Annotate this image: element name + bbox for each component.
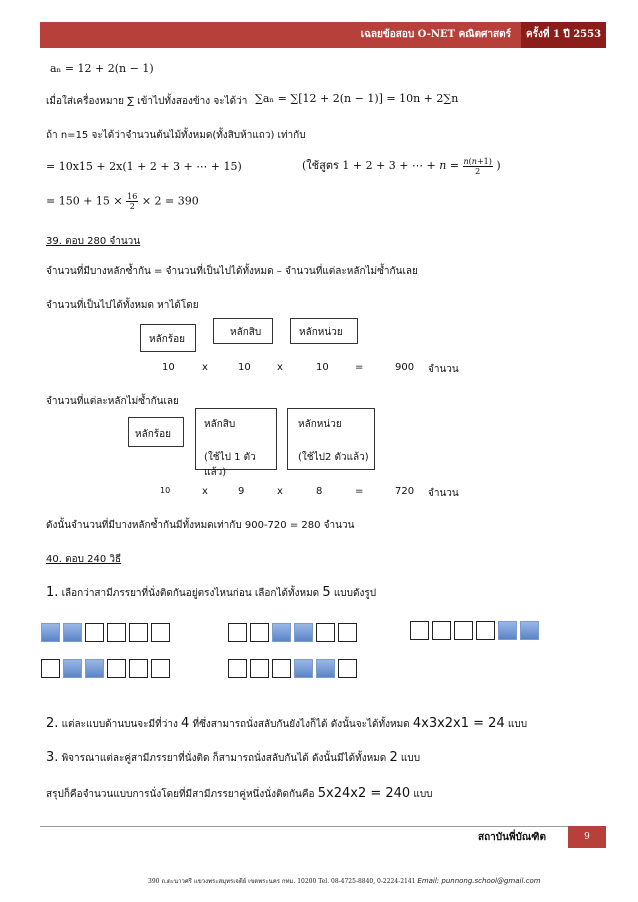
empty-seat — [151, 623, 170, 642]
couple-seat — [41, 623, 60, 642]
step1-number: 1. — [46, 585, 59, 600]
empty-seat — [338, 623, 357, 642]
n15-text: ถ้า n=15 จะได้ว่าจำนวนต้นไม้ทั้งหมด(ทั้งสิบห้าแถว) เท่ากับ — [46, 130, 306, 141]
footer-address: 390 ถ.ตะนาวศรี แขวงพระสมุทรเจดีย์ เขตพระนคร กทม. 10200 Tel. 08-4725-8840, 0-2224-2141 — [148, 878, 416, 885]
empty-seat — [228, 659, 247, 678]
row1-result: 900 — [395, 362, 415, 373]
row2-times-1: x — [202, 486, 208, 497]
row2-times-2: x — [277, 486, 283, 497]
seat-pattern-4 — [41, 659, 170, 678]
box-units-1-label: หลักหน่วย — [299, 327, 343, 338]
row1-val-tens: 10 — [238, 362, 251, 373]
footer-org: สถาบันพี่บัณฑิต — [478, 832, 546, 843]
step2-tail: แบบ — [507, 719, 528, 730]
step3-tail: แบบ — [400, 753, 421, 764]
box-units-2-note: (ใช้ไป2 ตัวแล้ว) — [298, 452, 369, 463]
row2-equals: = — [355, 486, 364, 497]
row2-val-hundreds: 10 — [160, 486, 171, 495]
box-tens-1 — [213, 318, 273, 344]
empty-seat — [454, 621, 473, 640]
calc2-part-b: × 2 = 390 — [141, 194, 199, 208]
couple-seat — [63, 623, 82, 642]
box-units-1 — [290, 318, 358, 344]
summary-tail: แบบ — [413, 789, 433, 800]
empty-seat — [228, 623, 247, 642]
q39-line1: จำนวนที่มีบางหลักซ้ำกัน = จำนวนที่เป็นไปได้ทั้งหมด – จำนวนที่แต่ละหลักไม่ซ้ำกันเลย — [46, 266, 418, 277]
q39-line3: จำนวนที่แต่ละหลักไม่ซ้ำกันเลย — [46, 396, 179, 407]
box-hundreds-2-label: หลักร้อย — [135, 429, 172, 440]
page-number: 9 — [568, 826, 606, 848]
q40-step2 — [46, 716, 527, 732]
summary-text: สรุปก็คือจำนวนแบบการนั่งโดยที่มีสามีภรรยาคู่หนึ่งนั่งติดกันคือ — [46, 789, 315, 800]
row1-equals: = — [355, 362, 364, 373]
calc2-fraction — [126, 192, 138, 211]
row1-val-units: 10 — [316, 362, 329, 373]
q40-summary — [46, 786, 433, 802]
q39-line2: จำนวนที่เป็นไปได้ทั้งหมด หาได้โดย — [46, 300, 199, 311]
step3-number: 3. — [46, 750, 59, 765]
footer-divider — [40, 826, 606, 827]
empty-seat — [129, 659, 148, 678]
step2-number: 2. — [46, 716, 59, 731]
seat-pattern-1 — [41, 623, 170, 642]
step2-text: แต่ละแบบด้านบนจะมีที่ว่าง — [61, 719, 178, 730]
step2-value-2: 4x3x2x1 = 24 — [412, 716, 505, 731]
step1-value: 5 — [322, 585, 331, 600]
q39-conclusion: ดังนั้นจำนวนที่มีบางหลักซ้ำกันมีทั้งหมดเท่ากับ 900-720 = 280 จำนวน — [46, 520, 355, 531]
couple-seat — [272, 623, 291, 642]
couple-seat — [294, 659, 313, 678]
box-tens-1-label: หลักสิบ — [230, 327, 262, 338]
box-units-2 — [287, 408, 375, 470]
empty-seat — [432, 621, 451, 640]
formula-hint — [302, 156, 501, 176]
box-units-2-label: หลักหน่วย — [298, 419, 342, 430]
hint-fraction — [463, 157, 493, 176]
box-tens-2 — [195, 408, 277, 478]
empty-seat — [41, 659, 60, 678]
couple-seat — [498, 621, 517, 640]
couple-seat — [85, 659, 104, 678]
calc2-part-a: = 150 + 15 × — [46, 194, 123, 208]
sum-intro-text: เมื่อใส่เครื่องหมาย ∑ เข้าไปทั้งสองข้าง จะได้ว่า — [46, 96, 248, 107]
row2-result: 720 — [395, 486, 415, 497]
seat-pattern-2 — [228, 623, 357, 642]
calc2-numerator: 16 — [127, 192, 138, 201]
empty-seat — [107, 623, 126, 642]
calc2-denominator: 2 — [129, 202, 135, 211]
empty-seat — [250, 659, 269, 678]
empty-seat — [250, 623, 269, 642]
couple-seat — [316, 659, 335, 678]
couple-seat — [63, 659, 82, 678]
step1-tail: แบบดังรูป — [333, 588, 377, 599]
seat-pattern-3 — [410, 621, 539, 640]
couple-seat — [294, 623, 313, 642]
step1-text: เลือกว่าสามีภรรยาที่นั่งติดกันอยู่ตรงไหนก่อน เลือกได้ทั้งหมด — [61, 588, 320, 599]
header-title: เฉลยข้อสอบ O-NET คณิตศาสตร์ — [40, 22, 521, 48]
box-tens-2-note: (ใช้ไป 1 ตัวแล้ว) — [204, 452, 256, 478]
empty-seat — [129, 623, 148, 642]
calc-line-2 — [46, 192, 199, 211]
box-hundreds-1 — [140, 324, 196, 352]
calc-line-1: = 10x15 + 2x(1 + 2 + 3 + ⋯ + 15) — [46, 160, 242, 173]
q40-heading: 40. ตอบ 240 วิธี — [46, 554, 122, 565]
formula-an: aₙ = 12 + 2(n − 1) — [50, 62, 154, 75]
sum-expression: ∑aₙ = ∑[12 + 2(n − 1)] = 10n + 2∑n — [255, 92, 459, 105]
seat-pattern-5 — [228, 659, 357, 678]
empty-seat — [85, 623, 104, 642]
empty-seat — [338, 659, 357, 678]
row1-val-hundreds: 10 — [162, 362, 175, 373]
hint-denominator: 2 — [475, 166, 481, 176]
row1-unit: จำนวน — [428, 364, 459, 375]
empty-seat — [410, 621, 429, 640]
step2-text-2: ที่ซึ่งสามารถนั่งสลับกันยังไงก็ได้ ดังนั้นจะได้ทั้งหมด — [192, 719, 410, 730]
header-round: ครั้งที่ 1 ปี 2553 — [521, 22, 606, 48]
row2-val-tens: 9 — [238, 486, 245, 497]
summary-value: 5x24x2 = 240 — [317, 786, 411, 801]
box-hundreds-2 — [128, 417, 184, 447]
hint-suffix: ) — [496, 159, 501, 172]
empty-seat — [107, 659, 126, 678]
row1-times-2: x — [277, 362, 283, 373]
q40-step3 — [46, 750, 420, 766]
step2-value-1: 4 — [181, 716, 190, 731]
row2-val-units: 8 — [316, 486, 323, 497]
step3-value: 2 — [389, 750, 398, 765]
empty-seat — [272, 659, 291, 678]
empty-seat — [151, 659, 170, 678]
row2-unit: จำนวน — [428, 488, 459, 499]
hint-numerator: 𝑛(𝑛+1) — [463, 156, 492, 166]
q40-step1 — [46, 585, 376, 601]
footer-address-line — [148, 876, 541, 886]
couple-seat — [520, 621, 539, 640]
footer-email: Email: punnong.school@gmail.com — [417, 877, 541, 885]
box-hundreds-1-label: หลักร้อย — [149, 334, 186, 345]
empty-seat — [316, 623, 335, 642]
step3-text: พิจารณาแต่ละคู่สามีภรรยาที่นั่งติด ก็สามารถนั่งสลับกันได้ ดังนั้นมีได้ทั้งหมด — [61, 753, 387, 764]
hint-prefix: (ใช้สูตร 1 + 2 + 3 + ⋯ + 𝑛 = — [302, 159, 460, 172]
empty-seat — [476, 621, 495, 640]
box-tens-2-label: หลักสิบ — [204, 419, 236, 430]
row1-times-1: x — [202, 362, 208, 373]
q39-heading: 39. ตอบ 280 จำนวน — [46, 236, 141, 247]
page-header — [40, 22, 606, 48]
